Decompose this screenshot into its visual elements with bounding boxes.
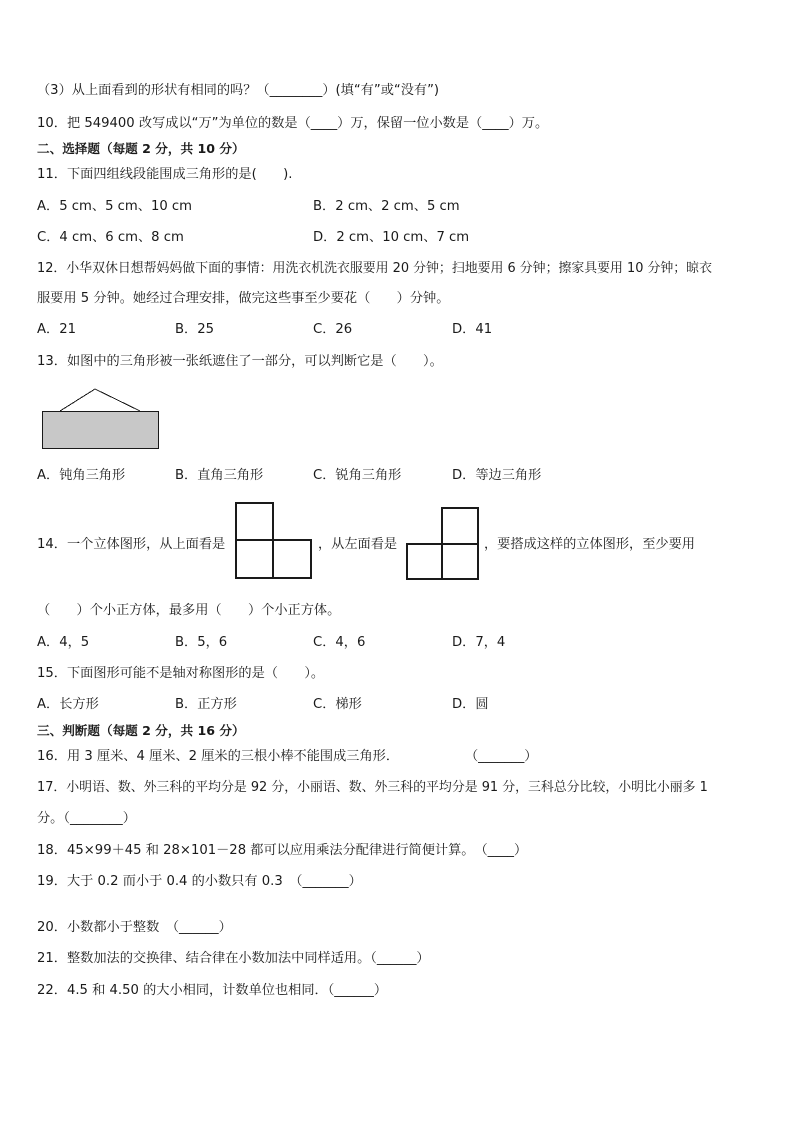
question-11: 11．下面四组线段能围成三角形的是( ). bbox=[37, 167, 293, 182]
left-view-figure bbox=[405, 506, 481, 582]
covering-paper bbox=[43, 412, 159, 449]
q14-option-a: A．4，5 bbox=[37, 635, 90, 650]
q13-option-b: B．直角三角形 bbox=[175, 468, 264, 483]
question-19: 19．大于 0.2 而小于 0.4 的小数只有 0.3 （_______） bbox=[37, 874, 362, 889]
top-view-square-lower-right bbox=[273, 540, 311, 578]
question-17-line1: 17．小明语、数、外三科的平均分是 92 分，小丽语、数、外三科的平均分是 91 分，三科总分比较，小明比小丽多 1 bbox=[37, 780, 708, 795]
question-12-line1: 12．小华双休日想帮妈妈做下面的事情：用洗衣机洗衣服要用 20 分钟；扫地要用 6 分钟；擦家具要用 10 分钟；晾衣 bbox=[37, 261, 712, 276]
top-view-figure bbox=[234, 501, 314, 581]
q15-option-c: C．梯形 bbox=[313, 697, 362, 712]
q12-option-b: B．25 bbox=[175, 322, 215, 337]
question-21: 21．整数加法的交换律、结合律在小数加法中同样适用。（______） bbox=[37, 951, 430, 966]
question-3-subpart: （3）从上面看到的形状有相同的吗？（________）(填“有”或“没有”) bbox=[37, 83, 440, 98]
q13-option-c: C．锐角三角形 bbox=[313, 468, 402, 483]
q15-option-d: D．圆 bbox=[452, 697, 489, 712]
left-view-square-lower-right bbox=[442, 544, 478, 579]
question-14-part2: ，从左面看是 bbox=[318, 537, 398, 552]
q11-option-b: B．2 cm、2 cm、5 cm bbox=[313, 199, 460, 214]
q11-option-d: D．2 cm、10 cm、7 cm bbox=[313, 230, 470, 245]
q14-option-b: B．5，6 bbox=[175, 635, 228, 650]
triangle-right-side bbox=[95, 389, 140, 411]
left-view-square-upper bbox=[442, 508, 478, 544]
q14-option-c: C．4，6 bbox=[313, 635, 366, 650]
q13-option-d: D．等边三角形 bbox=[452, 468, 542, 483]
question-14-part4: （ ）个小正方体，最多用（ ）个小正方体。 bbox=[37, 603, 341, 618]
question-17-line2: 分。（________） bbox=[37, 811, 136, 826]
question-14-part1: 14．一个立体图形，从上面看是 bbox=[37, 537, 226, 552]
q15-option-b: B．正方形 bbox=[175, 697, 237, 712]
question-12-line2: 服要用 5 分钟。她经过合理安排，做完这些事至少要花（ ）分钟。 bbox=[37, 291, 450, 306]
q15-option-a: A．长方形 bbox=[37, 697, 99, 712]
question-18: 18．45×99＋45 和 28×101－28 都可以应用乘法分配律进行简便计算。 （____） bbox=[37, 843, 528, 858]
q12-option-d: D．41 bbox=[452, 322, 493, 337]
question-14-part3: ，要搭成这样的立体图形，至少要用 bbox=[484, 537, 695, 552]
top-view-square-upper bbox=[236, 503, 273, 540]
q11-option-c: C．4 cm、6 cm、8 cm bbox=[37, 230, 184, 245]
question-10: 10．把 549400 改写成以“万”为单位的数是（____）万，保留一位小数是（____）万。 bbox=[37, 116, 549, 131]
question-20: 20．小数都小于整数 （______） bbox=[37, 920, 232, 935]
left-view-square-lower-left bbox=[407, 544, 442, 579]
q12-option-c: C．26 bbox=[313, 322, 353, 337]
q12-option-a: A．21 bbox=[37, 322, 76, 337]
question-16: 16．用 3 厘米、4 厘米、2 厘米的三根小棒不能围成三角形． （_______） bbox=[37, 749, 538, 764]
triangle-left-side bbox=[60, 389, 95, 411]
section-choice-heading: 二、选择题（每题 2 分，共 10 分） bbox=[37, 141, 245, 156]
question-22: 22．4.5 和 4.50 的大小相同，计数单位也相同．（______） bbox=[37, 983, 388, 998]
section-judge-heading: 三、判断题（每题 2 分，共 16 分） bbox=[37, 723, 245, 738]
q13-option-a: A．钝角三角形 bbox=[37, 468, 126, 483]
question-13: 13．如图中的三角形被一张纸遮住了一部分，可以判断它是（ ）。 bbox=[37, 354, 443, 369]
top-view-square-lower-left bbox=[236, 540, 273, 578]
q14-option-d: D．7，4 bbox=[452, 635, 506, 650]
covered-triangle-figure bbox=[40, 386, 164, 452]
q11-option-a: A．5 cm、5 cm、10 cm bbox=[37, 199, 193, 214]
question-15: 15．下面图形可能不是轴对称图形的是（ ）。 bbox=[37, 666, 325, 681]
